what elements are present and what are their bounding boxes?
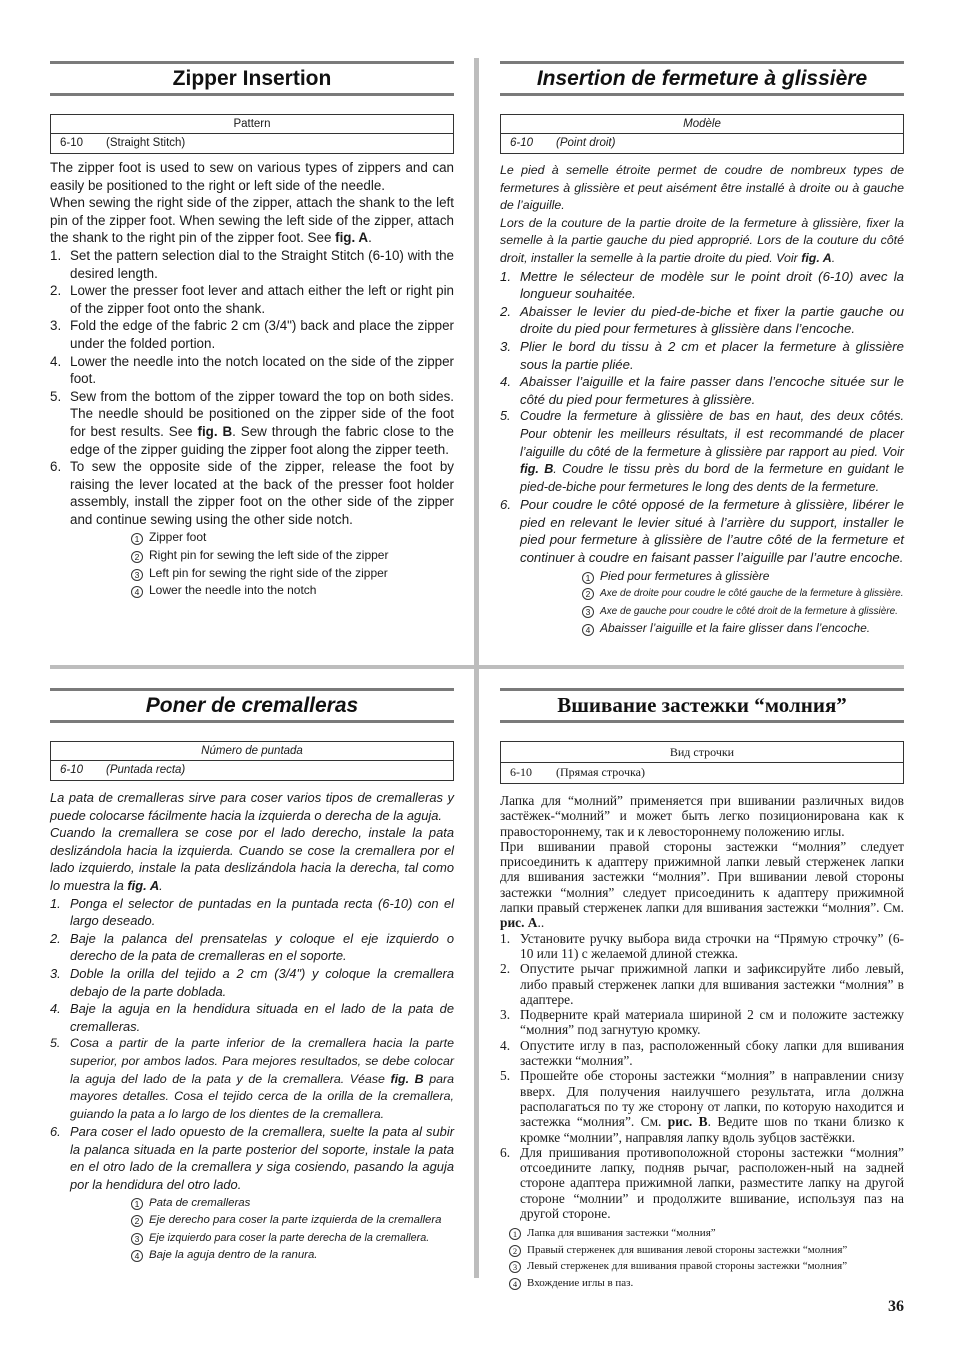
figure-legend-spanish [50, 1195, 454, 1265]
step-item: 4. Baje la aguja en la hendidura situada en el lado de la pata de cremalleras. [50, 1001, 454, 1034]
instructions-russian [500, 793, 904, 1221]
circled-number-icon: 3 [582, 606, 594, 618]
pattern-table-english [50, 114, 454, 154]
legend-item: 4 Вхождение иглы в паз. [509, 1275, 904, 1291]
intro-paragraph-2: Cuando la cremallera se cose por el lado derecho, instale la pata deslizándola hacia la izquierda. Cuando se cose la cremallera por el lado izquierdo, instale la pata deslizándola hacia la derecha, tal como lo muestra la fig. A. [50, 825, 454, 893]
circled-number-icon: 1 [131, 533, 143, 545]
legend-item: 3 Eje izquierdo para coser la parte derecha de la cremallera. [131, 1230, 454, 1248]
circled-number-icon: 1 [509, 1228, 521, 1240]
legend-item: 3 Axe de gauche pour coudre le côté droit de la fermeture à glissière. [582, 603, 904, 621]
circled-number-icon: 4 [509, 1278, 521, 1290]
step-item: 3. Подверните край материала шириной 2 см и положите застежку “молния” под загнутую кромку. [500, 1007, 904, 1038]
circled-number-icon: 4 [131, 1250, 143, 1262]
circled-number-icon: 1 [582, 572, 594, 584]
steps-list [500, 268, 904, 567]
fig-reference: fig. B [390, 1071, 424, 1086]
step-item: 1. Ponga el selector de puntadas en la puntada recta (6-10) con el largo deseado. [50, 895, 454, 929]
pattern-name: (Прямая строчка) [556, 765, 645, 779]
pattern-table-row [51, 134, 453, 153]
step-item: 6. Pour coudre le côté opposé de la fermeture à glissière, libérer le pied en relevant le levier situé à l’arrière du support, installer le pied pour fermeture à glissière de l’autre côté de la fermeture et continuer à coudre en faisant passer l’aiguille par l’autre encoche. [500, 497, 904, 566]
step-item: 3. Fold the edge of the fabric 2 cm (3/4") back and place the zipper under the folded portion. [50, 318, 454, 351]
step-item: 1. Установите ручку выбора вида строчки на “Прямую строчку” (6-10 или 11) с желаемой длиной стежка. [500, 930, 904, 961]
fig-reference: рис. А [500, 915, 538, 931]
legend-item: 2 Axe de droite pour coudre le côté gauche de la fermeture à glissière. [582, 585, 904, 603]
step-item: 2. Baje la palanca del prensatelas y coloque el eje izquierdo o derecho de la pata de cremalleras en el soporte. [50, 930, 454, 964]
circled-number-icon: 3 [131, 569, 143, 581]
section-french [500, 61, 904, 638]
fig-reference: рис. В [667, 1114, 708, 1130]
instructions-english [50, 159, 454, 528]
figure-legend-english [50, 529, 454, 599]
pattern-table-header: Вид строчки [501, 742, 903, 763]
step-item: 2. Опустите рычаг прижимной лапки и зафиксируйте либо левый, либо правый стерженек лапки для вшивания застежки “молния” в адаптере. [500, 961, 904, 1007]
legend-item: 3 Левый стерженек для вшивания правой стороны застежки “молния” [509, 1258, 904, 1274]
circled-number-icon: 2 [131, 551, 143, 563]
pattern-code: 6-10 [510, 137, 534, 149]
step-item: 5. Cosa a partir de la parte inferior de la cremallera hacia la parte superior, por ambos lados. Para mejores resultados, se debe colocar la aguja del lado de la pata y de la cremallera. Véase fig. B para mayores detalles. Cosa el tejido cerca de la orilla de la cremallera, guiando la pata a lo largo de los dientes de la cremallera. [50, 1036, 454, 1121]
pattern-table-french [500, 114, 904, 154]
pattern-name: (Puntada recta) [106, 764, 186, 776]
intro-paragraph: Le pied à semelle étroite permet de coudre de nombreux types de fermetures à glissière et peut aisément être installé à droite ou à gauche de l’aiguille. [500, 163, 904, 213]
section-title-russian: Вшивание застежки “молния” [500, 688, 904, 723]
step-item: 4. Опустите иглу в паз, расположенный сбоку лапки для вшивания застежки “молния”. [500, 1037, 904, 1069]
legend-item: 2 Right pin for sewing the left side of the zipper [131, 547, 454, 565]
section-title-spanish: Poner de cremalleras [50, 688, 454, 723]
legend-item: 1 Pied pour fermetures à glissière [582, 568, 904, 586]
circled-number-icon: 1 [131, 1198, 143, 1210]
step-item: 4. Lower the needle into the notch located on the side of the zipper foot. [50, 353, 454, 387]
pattern-code: 6-10 [60, 137, 84, 149]
step-item: 1. Set the pattern selection dial to the Straight Stitch (6-10) with the desired length. [50, 247, 454, 281]
pattern-table-spanish [50, 741, 454, 781]
pattern-name: (Straight Stitch) [106, 137, 186, 149]
circled-number-icon: 2 [131, 1215, 143, 1227]
pattern-table-russian [500, 741, 904, 784]
pattern-table-row [501, 763, 903, 783]
legend-item: 4 Abaisser l’aiguille et la faire glisser dans l’encoche. [582, 620, 904, 638]
step-item: 4. Abaisser l’aiguille et la faire passer dans l’encoche située sur le côté du pied pour fermetures à glissière. [500, 374, 904, 407]
step-item: 5. Coudre la fermeture à glissière de bas en haut, des deux côtés. Pour obtenir les meilleurs résultats, il est recommandé de placer l’aiguille du côté de la fermeture à glissière par rapport au pied. Voir fig. B. Coudre le tissu près du bord de la fermeture en guidant le pied-de-biche pour fermetures le long des dents de la fermeture. [500, 409, 905, 494]
section-russian [500, 688, 904, 1291]
figure-legend-russian [500, 1225, 904, 1291]
steps-list [500, 931, 904, 1222]
steps-list [50, 247, 454, 529]
legend-item: 2 Eje derecho para coser la parte izquierda de la cremallera [131, 1212, 454, 1230]
step-item: 2. Lower the presser foot lever and attach either the left or right pin of the zipper foot onto the shank. [50, 283, 454, 316]
section-english [50, 61, 454, 600]
fig-reference: fig. A [801, 250, 832, 265]
pattern-table-row [501, 134, 903, 153]
legend-item: 1 Лапка для вшивания застежки “молния” [509, 1225, 904, 1241]
instructions-spanish [50, 789, 454, 1194]
intro-paragraph-2: При вшивании правой стороны застежки “молния” следует присоединить к адаптеру прижимной лапки левый стерженек лапки для вшивания застежки “молния”. При вшивании левой стороны застежки “молния” следует присоединить к адаптеру прижимной лапки правый стерженек лапки для вшивания застежки “молния”. См. рис. А.. [500, 838, 904, 931]
circled-number-icon: 2 [582, 588, 594, 600]
pattern-code: 6-10 [60, 764, 84, 776]
step-item: 2. Abaisser le levier du pied-de-biche et fixer la partie gauche ou droite du pied pour fermetures à glissière dans l’encoche. [500, 303, 904, 337]
pattern-table-row [51, 761, 453, 780]
page-number: 36 [888, 1298, 904, 1315]
circled-number-icon: 3 [131, 1233, 143, 1245]
fig-reference: fig. A [335, 230, 369, 246]
fig-reference: fig. A [127, 877, 160, 893]
legend-item: 3 Left pin for sewing the right side of the zipper [131, 565, 454, 583]
pattern-table-header: Número de puntada [51, 742, 453, 761]
pattern-table-header: Pattern [51, 115, 453, 134]
intro-paragraph: Лапка для “молний” применяется при вшивании различных видов застёжек-“молний” и может быть легко позиционирована как к правостороннему, так и к левостороннему положению иглы. [500, 793, 904, 839]
step-item: 3. Plier le bord du tissu à 2 cm et placer la fermeture à glissière sous la partie pliée. [500, 338, 904, 372]
legend-item: 4 Lower the needle into the notch [131, 582, 454, 600]
legend-item: 4 Baje la aguja dentro de la ranura. [131, 1247, 454, 1265]
fig-reference: fig. B [520, 462, 554, 477]
section-title-french: Insertion de fermeture à glissière [500, 61, 904, 96]
step-item: 5. Прошейте обе стороны застежки “молния” в направлении снизу вверх. Для получения наилучшего результата, игла должна располагаться по ту же сторону от лапки, по которую находится и застежка “молния”. См. рис. В. Ведите шов по ткани близко к кромке “молнии”, направляя лапку вдоль зубцов застёжки. [500, 1068, 905, 1145]
figure-legend-french [500, 568, 904, 638]
step-item: 6. To sew the opposite side of the zipper, release the foot by raising the lever located at the back of the presser foot holder assembly, install the zipper foot on the other side of the zipper and continue sewing using the other side notch. [50, 459, 454, 527]
step-item: 6. Para coser el lado opuesto de la cremallera, suelte la pata al subir la palanca situada en la parte posterior del soporte, instale la pata en el otro lado de la cremallera y siga cosiendo, pasando la aguja por la hendidura del otro lado. [50, 1124, 454, 1193]
steps-list [50, 895, 454, 1194]
pattern-name: (Point droit) [556, 137, 616, 149]
circled-number-icon: 4 [131, 586, 143, 598]
horizontal-divider [50, 665, 904, 669]
instructions-french [500, 162, 904, 567]
legend-item: 2 Правый стерженек для вшивания левой стороны застежки “молния” [509, 1242, 904, 1258]
section-title-english: Zipper Insertion [50, 61, 454, 96]
fig-reference: fig. B [197, 423, 233, 439]
intro-paragraph-2: Lors de la couture de la partie droite de la fermeture à glissière, fixer la semelle à la partie gauche du pied approprié. Lors de la couture du côté droit, installer la semelle à la partie droite du pied. Voir fig. A. [500, 215, 904, 265]
legend-item: 1 Pata de cremalleras [131, 1195, 454, 1213]
legend-item: 1 Zipper foot [131, 529, 454, 547]
pattern-code: 6-10 [510, 765, 532, 779]
step-item: 5. Sew from the bottom of the zipper toward the top on both sides. The needle should be positioned on the zipper side of the foot for best results. See fig. B. Sew through the fabric close to the edge of the zipper guiding the zipper foot along the zipper teeth. [50, 388, 454, 457]
circled-number-icon: 2 [509, 1245, 521, 1257]
step-item: 3. Doble la orilla del tejido a 2 cm (3/4") y coloque la cremallera debajo de la parte doblada. [50, 965, 454, 999]
section-spanish [50, 688, 454, 1265]
circled-number-icon: 3 [509, 1261, 521, 1273]
pattern-table-header: Modèle [501, 115, 903, 134]
intro-paragraph-2: When sewing the right side of the zipper, attach the shank to the left pin of the zipper foot. When sewing the left side of the zipper, attach the shank to the right pin of the zipper foot. See fig. A. [50, 195, 454, 246]
step-item: 1. Mettre le sélecteur de modèle sur le point droit (6-10) avec la longueur souhaitée. [500, 268, 904, 302]
intro-paragraph: The zipper foot is used to sew on various types of zippers and can easily be positioned to the right or left side of the needle. [50, 160, 454, 193]
step-item: 6. Для пришивания противоположной стороны застежки “молния” отсоедините лапку, подняв рычаг, расположен-ный на задней стороне адаптера прижимной лапки, разместите лапку на другой стороне “молнии” и продолжите вшивание, используя паз на другой стороне. [500, 1144, 904, 1222]
circled-number-icon: 4 [582, 624, 594, 636]
intro-paragraph: La pata de cremalleras sirve para coser varios tipos de cremalleras y puede colocarse fácilmente hacia la izquierda o derecha de la aguja. [50, 790, 454, 823]
